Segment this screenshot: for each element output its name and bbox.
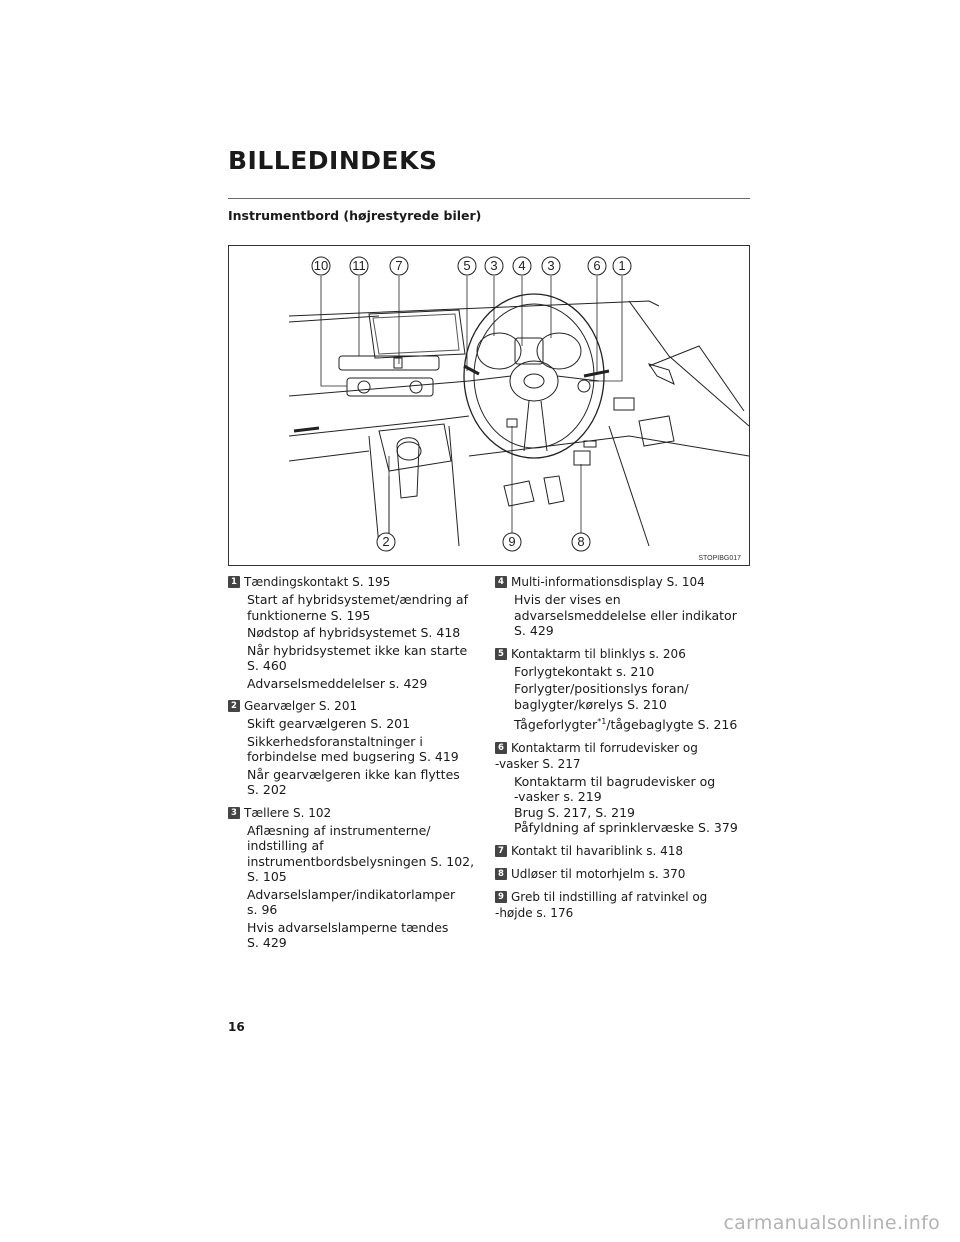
watermark: carmanualsonline.info: [723, 1212, 940, 1234]
callout-11-label: 11: [352, 258, 366, 273]
entry-subitem: Skift gearvælgeren S. 201: [247, 716, 411, 731]
entry-number-badge: 7: [495, 845, 507, 857]
entry-subitem: Når hybridsystemet ikke kan starte S. 460: [247, 642, 468, 673]
entry-subitem: Hvis der vises en advarselsmeddelelse eller indikator S. 429: [514, 592, 737, 638]
entry-subitem: Kontaktarm til bagrudevisker og -vasker s. 219 Brug S. 217, S. 219 Påfyldning af sprinklervæske S. 379: [514, 773, 738, 836]
callout-9-label: 9: [508, 534, 516, 549]
callout-6: [588, 257, 606, 275]
entry-heading: [495, 740, 750, 756]
entry-heading: [495, 889, 750, 905]
entry-heading: [495, 646, 750, 662]
dashboard-illustration: [228, 245, 750, 566]
entry-number-badge: 9: [495, 891, 507, 903]
entry-subitem: Aflæsning af instrumenterne/ indstilling af instrumentbordsbelysningen S. 102, S. 105: [247, 822, 475, 884]
section-heading: Instrumentbord (højrestyrede biler): [228, 208, 482, 223]
dashboard-drawing: [229, 246, 750, 566]
index-column-right: [495, 574, 750, 928]
entry-heading-continuation: -vasker S. 217: [495, 756, 581, 771]
entry-heading-text: Udløser til motorhjelm s. 370: [511, 866, 686, 881]
entry-subitem: Forlygtekontakt s. 210: [514, 663, 655, 679]
figure-code: STOPIBG017: [698, 555, 741, 562]
entry-heading: [495, 574, 750, 590]
callout-3a: [485, 257, 503, 275]
callout-10-label: 10: [313, 258, 329, 273]
callout-1-label: 1: [618, 258, 626, 273]
index-entry-8: [495, 866, 750, 882]
callout-5-label: 5: [463, 258, 471, 273]
entry-number-badge: 5: [495, 648, 507, 660]
index-entry-7: [495, 843, 750, 859]
index-entry-3: [228, 805, 483, 951]
page-title: BILLEDINDEKS: [228, 146, 438, 175]
callout-2: [377, 533, 395, 551]
entry-number-badge: 8: [495, 868, 507, 880]
entry-number-badge: 6: [495, 742, 507, 754]
title-divider: [228, 198, 750, 199]
callout-3a-label: 3: [490, 258, 498, 273]
entry-heading-text: Kontaktarm til blinklys s. 206: [511, 646, 686, 661]
entry-heading: [228, 574, 483, 590]
callout-7-label: 7: [395, 258, 403, 273]
index-entry-2: [228, 698, 483, 798]
callout-2-label: 2: [382, 534, 390, 549]
callout-6-label: 6: [593, 258, 601, 273]
index-column-left: [228, 574, 483, 958]
index-entry-4: [495, 574, 750, 639]
entry-number-badge: 2: [228, 700, 240, 712]
entry-subitem: Forlygter/positionslys foran/ baglygter/kørelys S. 210: [514, 681, 689, 712]
entry-subitem: Tågeforlygter$^{*1}$/tågebaglygte S. 216: [514, 717, 738, 733]
entry-heading-text: Tændingskontakt S. 195: [244, 575, 391, 589]
callout-10: [312, 257, 330, 275]
index-entry-1: [228, 574, 483, 691]
callouts-bottom: [377, 533, 590, 551]
index-entry-9: [495, 889, 750, 921]
entry-number-badge: 4: [495, 576, 507, 588]
entry-subitem: Når gearvælgeren ikke kan flyttes S. 202: [247, 766, 460, 797]
entry-subitem: Sikkerhedsforanstaltninger i forbindelse med bugsering S. 419: [247, 733, 459, 764]
callout-1: [613, 257, 631, 275]
callout-9: [503, 533, 521, 551]
page-number: 16: [228, 1020, 245, 1034]
entry-subitem: Nødstop af hybridsystemet S. 418: [247, 625, 461, 640]
callouts-top: [312, 257, 631, 275]
entry-heading: [228, 805, 483, 821]
entry-heading-text: Tællere S. 102: [244, 805, 332, 820]
entry-subitem: Hvis advarselslamperne tændes S. 429: [247, 919, 449, 950]
entry-heading-text: Multi-informationsdisplay S. 104: [511, 575, 705, 589]
entry-subitem: Start af hybridsystemet/ændring af funktionerne S. 195: [247, 592, 468, 623]
entry-heading-text: Gearvælger S. 201: [244, 699, 358, 713]
entry-heading: [495, 866, 750, 882]
entry-heading-text: Greb til indstilling af ratvinkel og: [511, 889, 708, 904]
callout-8: [572, 533, 590, 551]
entry-subitem: Advarselslamper/indikatorlamper s. 96: [247, 886, 456, 917]
entry-heading: [495, 843, 750, 859]
entry-number-badge: 3: [228, 807, 240, 819]
entry-subitem: Advarselsmeddelelser s. 429: [247, 675, 428, 691]
entry-heading-text: Kontakt til havariblink s. 418: [511, 843, 684, 858]
callout-11: [350, 257, 368, 275]
callout-4: [513, 257, 531, 275]
index-entry-5: [495, 646, 750, 733]
entry-heading-continuation: -højde s. 176: [495, 905, 574, 920]
callout-8-label: 8: [577, 534, 585, 549]
entry-heading: [228, 698, 483, 714]
callout-3b: [542, 257, 560, 275]
callout-4-label: 4: [518, 258, 526, 273]
entry-heading-text: Kontaktarm til forrudevisker og: [511, 740, 698, 755]
callout-5: [458, 257, 476, 275]
entry-number-badge: 1: [228, 576, 240, 588]
callout-3b-label: 3: [547, 258, 555, 273]
callout-7: [390, 257, 408, 275]
index-entry-6: [495, 740, 750, 836]
